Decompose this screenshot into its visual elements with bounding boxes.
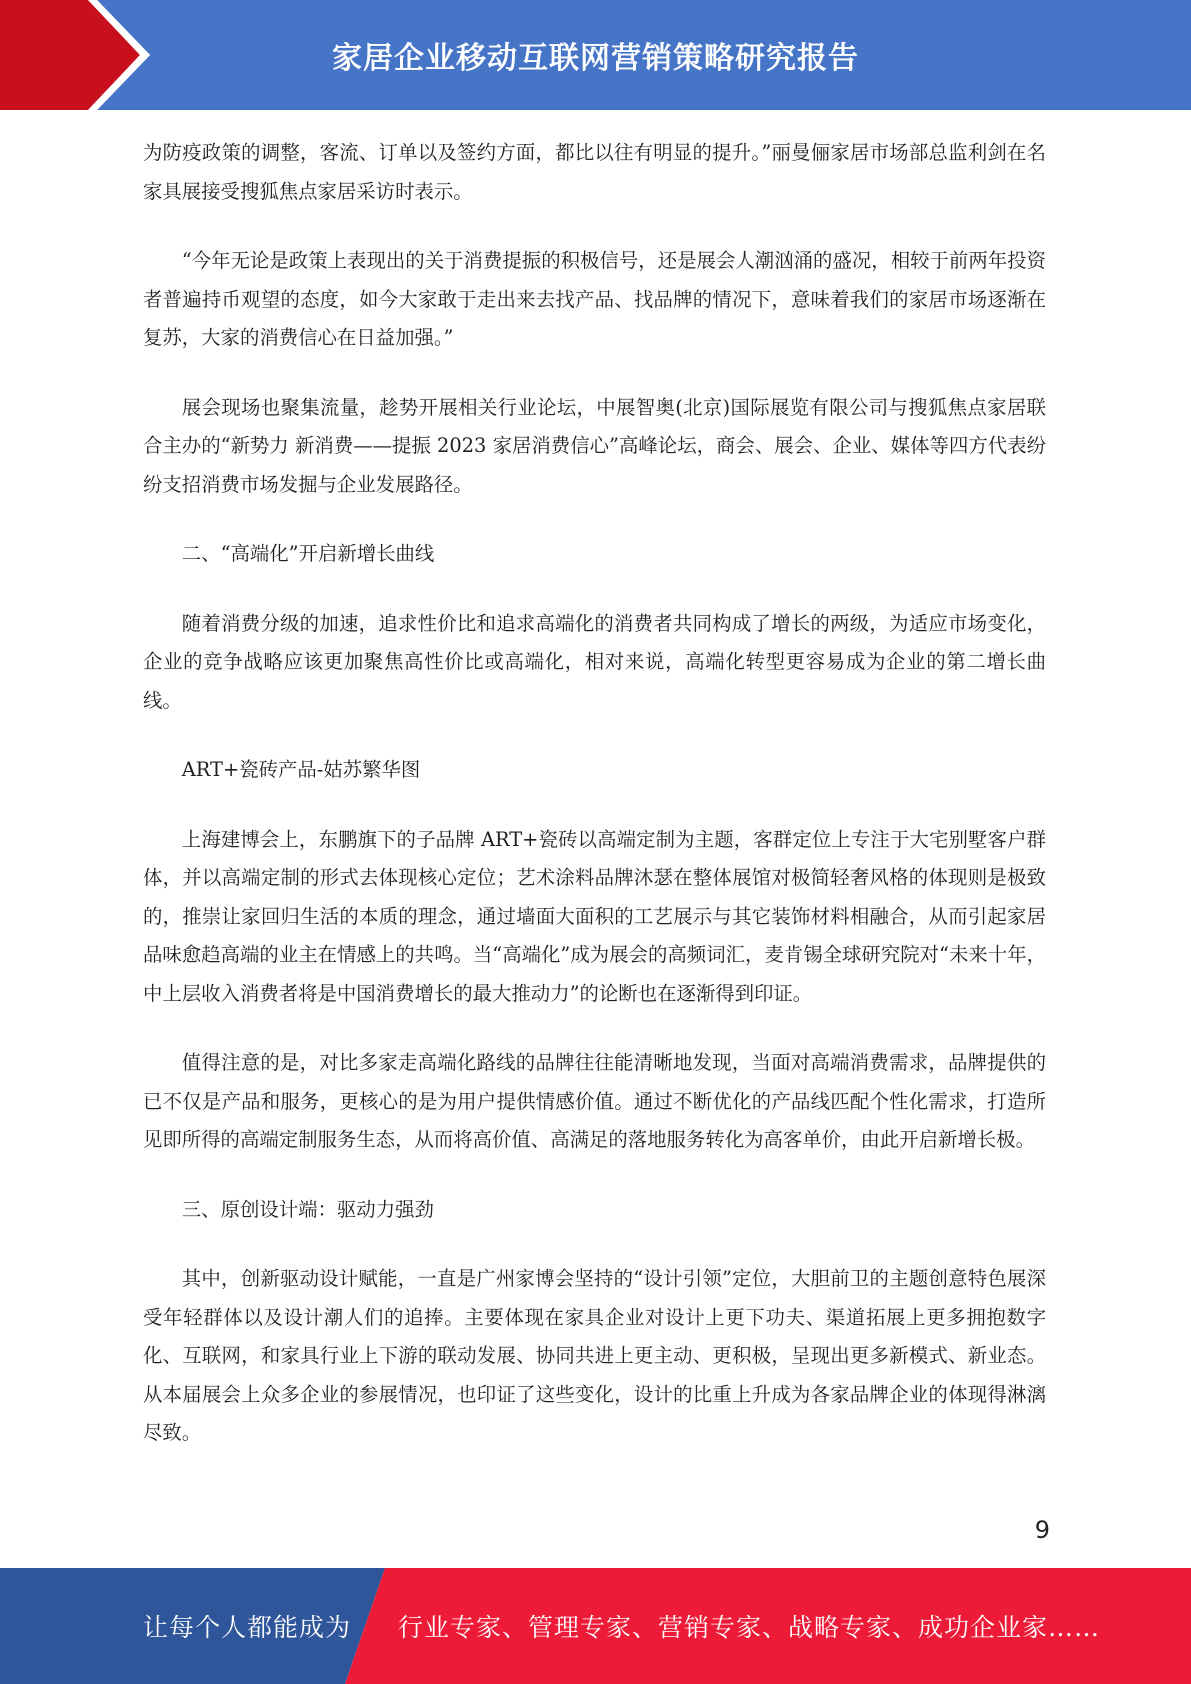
page-header [0,0,1191,110]
report-title: 家居企业移动互联网营销策略研究报告 [332,41,859,76]
section-heading: 二、“高端化”开启新增长曲线 [181,542,435,565]
footer-slogan-right: 行业专家、管理专家、营销专家、战略专家、成功企业家…… [398,1613,1101,1642]
paragraph: 值得注意的是，对比多家走高端化路线的品牌往往能清晰地发现，当面对高端消费需求，品牌提供的已不仅是产品和服务，更核心的是为用户提供情感价值。通过不断优化的产品线匹配个性化需求，打造所见即所得的高端定制服务生态，从而将高价值、高满足的落地服务转化为高客单价，由此开启新增长极。 [143,1051,1046,1151]
paragraph: 随着消费分级的加速，追求性价比和追求高端化的消费者共同构成了增长的两级，为适应市场变化，企业的竞争战略应该更加聚焦高性价比或高端化，相对来说，高端化转型更容易成为企业的第二增长曲线。 [143,611,1046,712]
paragraph: 上海建博会上，东鹏旗下的子品牌 ART+瓷砖以高端定制为主题，客群定位上专注于大宅别墅客户群体，并以高端定制的形式去体现核心定位；艺术涂料品牌沐瑟在整体展馆对极简轻奢风格的体现则是极致的，推崇让家回归生活的本质的理念，通过墙面大面积的工艺展示与其它装饰材料相融合，从而引起家居品味愈趋高端的业主在情感上的共鸣。当“高端化”成为展会的高频词汇，麦肯锡全球研究院对“未来十年，中上层收入消费者将是中国消费增长的最大推动力”的论断也在逐渐得到印证。 [143,827,1046,1005]
section-heading: 三、原创设计端：驱动力强劲 [181,1197,434,1221]
paragraph: 其中，创新驱动设计赋能，一直是广州家博会坚持的“设计引领”定位，大胆前卫的主题创意特色展深受年轻群体以及设计潮人们的追捧。主要体现在家具企业对设计上更下功夫、渠道拓展上更多拥抱数字化、互联网，和家具行业上下游的联动发展、协同共进上更主动、更积极，呈现出更多新模式、新业态。从本届展会上众多企业的参展情况，也印证了这些变化，设计的比重上升成为各家品牌企业的体现得淋漓尽致。 [143,1267,1046,1444]
paragraph: 为防疫政策的调整，客流、订单以及签约方面，都比以往有明显的提升。”丽曼俪家居市场部总监利剑在名家具展接受搜狐焦点家居采访时表示。 [143,141,1046,203]
page-footer [0,1568,1191,1684]
footer-slogan-left: 让每个人都能成为 [143,1613,352,1642]
paragraph: “今年无论是政策上表现出的关于消费提振的积极信号，还是展会人潮汹涌的盛况，相较于前两年投资者普遍持币观望的态度，如今大家敢于走出来去找产品、找品牌的情况下，意味着我们的家居市场逐渐在复苏，大家的消费信心在日益加强。” [143,249,1046,349]
figure-caption: ART+瓷砖产品-姑苏繁华图 [181,758,421,781]
article-body [143,134,1046,1484]
paragraph: 展会现场也聚集流量，趁势开展相关行业论坛，中展智奥(北京)国际展览有限公司与搜狐焦点家居联合主办的“新势力 新消费——提振 2023 家居消费信心”高峰论坛，商会、展会、企业、媒体等四方代表纷纷支招消费市场发掘与企业发展路径。 [143,395,1046,496]
page-number: 9 [1034,1516,1050,1544]
